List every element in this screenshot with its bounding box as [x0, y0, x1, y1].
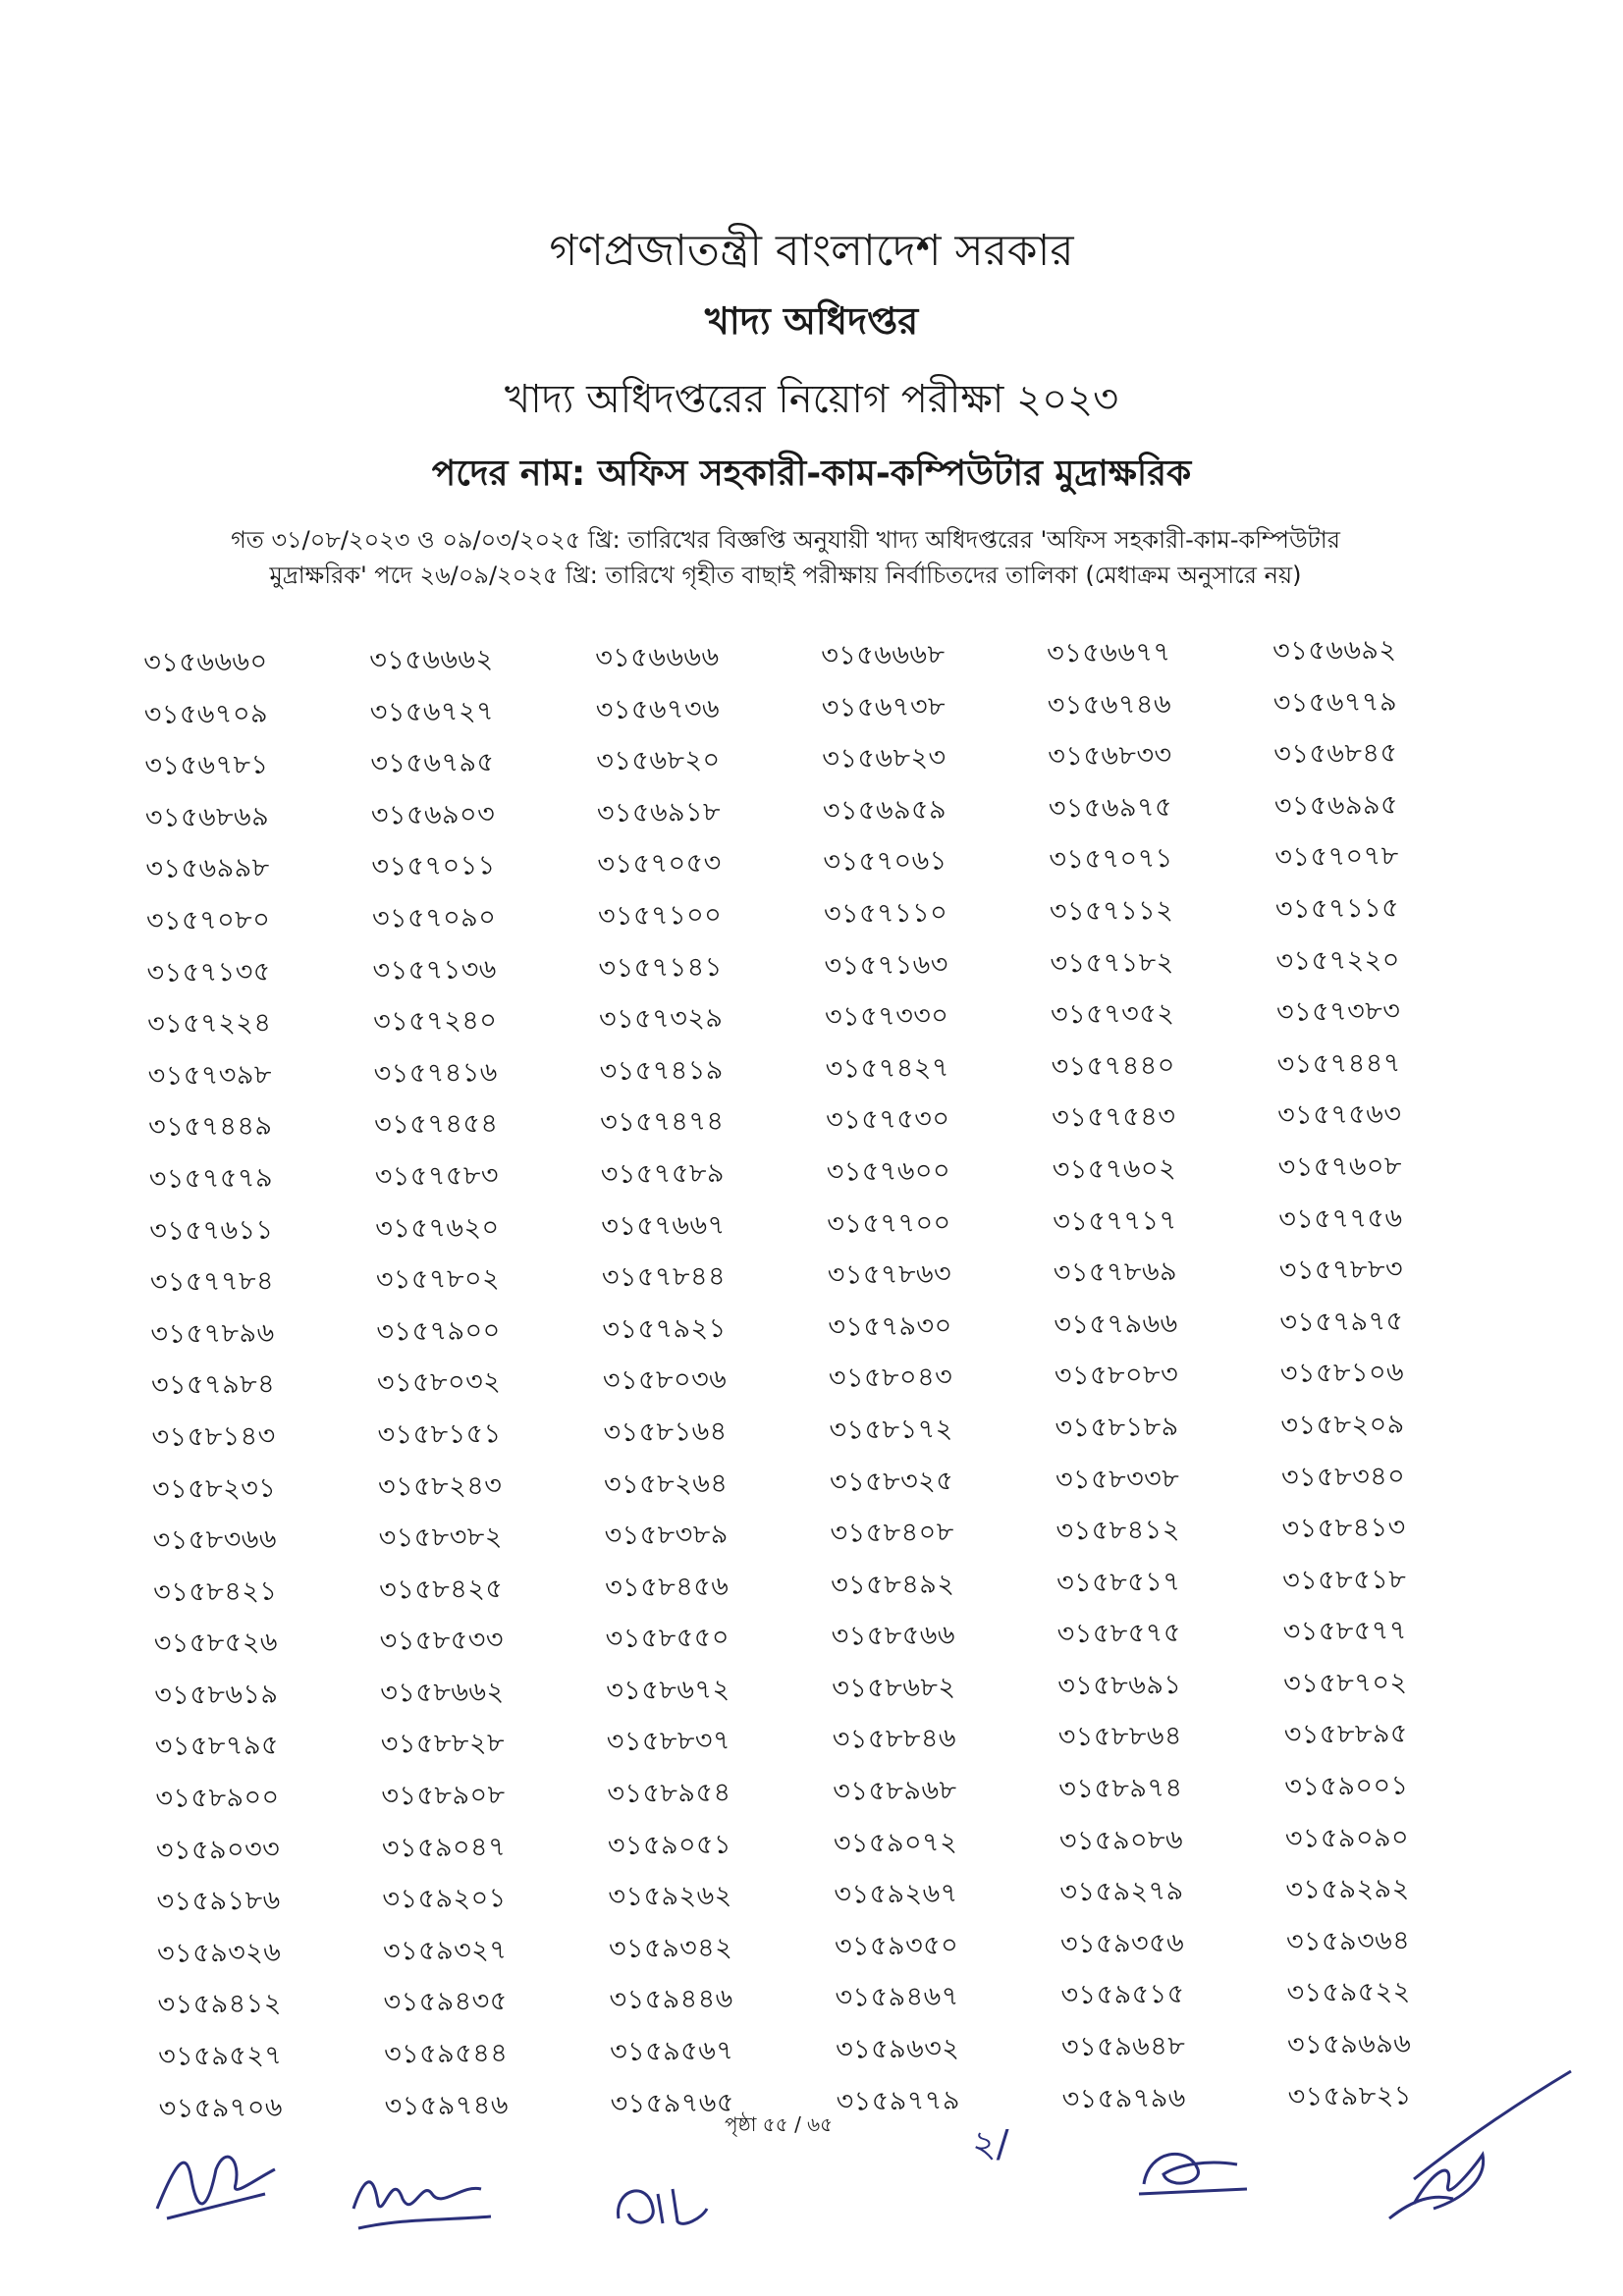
roll-number-cell: ৩১৫৬৯৯৫	[1273, 789, 1399, 822]
roll-number-cell: ৩১৫৭২৪০	[372, 1005, 498, 1038]
roll-number-cell: ৩১৫৬৮২৩	[822, 742, 947, 774]
roll-number-cell: ৩১৫৮৩৪০	[1280, 1461, 1406, 1493]
roll-number-cell: ৩১৫৮২০৯	[1280, 1409, 1405, 1441]
roll-number-cell: ৩১৫৭৯২১	[602, 1312, 727, 1345]
roll-number-cell: ৩১৫৭১১০	[823, 897, 948, 930]
roll-number-cell: ৩১৫৭৫৬৩	[1276, 1098, 1402, 1132]
roll-number-cell: ৩১৫৯৪১২	[157, 1988, 282, 2021]
department-title: খাদ্য অধিদপ্তর	[704, 299, 919, 343]
roll-number-cell: ৩১৫৬৭৯৫	[370, 747, 495, 779]
roll-number-cell: ৩১৫৯৩২৬	[156, 1937, 282, 1969]
roll-number-cell: ৩১৫৯৪৬৭	[835, 1981, 959, 2014]
roll-number-cell: ৩১৫৬৯৭৫	[1048, 791, 1173, 825]
roll-number-cell: ৩১৫৯৩৫৬	[1059, 1927, 1185, 1960]
roll-number-cell: ৩১৫৮০৩৬	[602, 1364, 728, 1397]
government-title: গণপ্রজাতন্ত্রী বাংলাদেশ সরকার	[549, 226, 1074, 276]
roll-number-cell: ৩১৫৯৫২৭	[157, 2040, 283, 2072]
roll-number-cell: ৩১৫৭১৩৫	[146, 956, 271, 988]
roll-number-cell: ৩১৫৭৫৮৩	[374, 1160, 500, 1193]
roll-number-cell: ৩১৫৯৫২২	[1286, 1976, 1411, 2009]
roll-number-cell: ৩১৫৯৫৬৭	[609, 2035, 734, 2068]
roll-number-cell: ৩১৫৭৩৮৩	[1275, 995, 1401, 1029]
roll-number-cell: ৩১৫৮০৪৩	[828, 1362, 953, 1394]
roll-number-cell: ৩১৫৯০৩৩	[155, 1834, 281, 1866]
roll-number-cell: ৩১৫৭০৯০	[371, 902, 497, 934]
roll-number-cell: ৩১৫৮৯০৮	[381, 1780, 506, 1812]
roll-number-cell: ৩১৫৯৭৯৬	[1061, 2082, 1187, 2114]
roll-number-cell: ৩১৫৭০১১	[371, 850, 496, 882]
roll-number-cell: ৩১৫৮৪১৩	[1281, 1512, 1406, 1544]
notice-line-1: গত ৩১/০৮/২০২৩ ও ০৯/০৩/২০২৫ খ্রি: তারিখের বিজ্ঞপ্তি অনুযায়ী খাদ্য অধিদপ্তরের 'অফিস সহকারী-কাম-কম্পিউটার	[231, 526, 1340, 554]
roll-number-cell: ৩১৫৬৭৪৬	[1047, 688, 1172, 721]
roll-number-cell: ৩১৫৯৭৬৫	[610, 2087, 735, 2119]
roll-number-cell: ৩১৫৭৪১৯	[599, 1054, 725, 1087]
roll-number-cell: ৩১৫৬৭২৭	[369, 695, 495, 728]
roll-number-cell: ৩১৫৭৫৮৯	[600, 1157, 726, 1191]
roll-number-cell: ৩১৫৭৪৭৪	[600, 1106, 725, 1139]
notice-line-2: মুদ্রাক্ষরিক' পদে ২৬/০৯/২০২৫ খ্রি: তারিখে গৃহীত বাছাই পরীক্ষায় নির্বাচিতদের তালিকা (মেধাক্রম অনুসারে নয়)	[269, 561, 1302, 589]
roll-number-cell: ৩১৫৮৩৩৮	[1055, 1463, 1180, 1495]
roll-number-cell: ৩১৫৯০০১	[1284, 1770, 1409, 1802]
roll-number-cell: ৩১৫৭০৬১	[823, 845, 947, 879]
roll-number-cell: ৩১৫৬৯১৮	[596, 796, 722, 828]
roll-number-cell: ৩১৫৮৩২৫	[829, 1465, 954, 1498]
signature-3	[609, 2164, 717, 2243]
roll-number-cell: ৩১৫৮৪৯২	[830, 1569, 955, 1601]
roll-number-cell: ৩১৫৬৭০৯	[143, 698, 269, 730]
roll-number-cell: ৩১৫৯৪৪৬	[609, 1984, 733, 2016]
roll-number-cell: ৩১৫৮৫৭৫	[1056, 1618, 1182, 1650]
roll-number-cell: ৩১৫৬৬৭৭	[1047, 636, 1171, 669]
roll-number-cell: ৩১৫৭৮৯৬	[150, 1317, 275, 1350]
roll-number-cell: ৩১৫৬৯৯৮	[145, 852, 270, 885]
roll-number-cell: ৩১৫৮৪৫৬	[604, 1571, 730, 1603]
roll-number-cell: ৩১৫৮৪২৫	[379, 1573, 504, 1606]
roll-number-cell: ৩১৫৮০৩২	[376, 1366, 502, 1399]
roll-number-cell: ৩১৫৮১৭২	[829, 1414, 953, 1446]
roll-number-cell: ৩১৫৯৩৪২	[608, 1932, 733, 1964]
initial-mark: ২/	[972, 2122, 1009, 2165]
roll-number-cell: ৩১৫৭৯৮৪	[150, 1368, 276, 1402]
roll-number-cell: ৩১৫৯৭০৬	[158, 2092, 284, 2124]
roll-number-cell: ৩১৫৬৬৬২	[369, 644, 494, 676]
roll-number-cell: ৩১৫৯০৭২	[833, 1826, 958, 1859]
roll-number-cell: ৩১৫৭৬৬৭	[601, 1209, 726, 1242]
roll-number-cell: ৩১৫৯৬৯৬	[1286, 2028, 1412, 2060]
roll-number-cell: ৩১৫৬৯০৩	[370, 798, 496, 831]
roll-number-cell: ৩১৫৭৪৫৪	[374, 1108, 499, 1141]
roll-number-cell: ৩১৫৮৮৩৭	[606, 1726, 731, 1758]
roll-number-cell: ৩১৫৯২৭৯	[1059, 1876, 1184, 1908]
roll-number-cell: ৩১৫৭৬০২	[1052, 1152, 1177, 1186]
roll-number-cell: ৩১৫৭৮৪৪	[601, 1260, 727, 1294]
roll-number-cell: ৩১৫৮১০৬	[1279, 1357, 1405, 1390]
roll-number-cell: ৩১৫৮৫১৭	[1055, 1566, 1181, 1598]
roll-number-cell: ৩১৫৭৭০০	[827, 1206, 951, 1240]
roll-number-cell: ৩১৫৭৬০০	[826, 1155, 951, 1188]
roll-number-cell: ৩১৫৭১৬৩	[824, 948, 948, 982]
roll-number-cell: ৩১৫৮৬৬২	[380, 1677, 505, 1709]
roll-number-cell: ৩১৫৭৭৫৬	[1278, 1202, 1403, 1235]
roll-number-cell: ৩১৫৭০৭৮	[1274, 840, 1399, 874]
roll-number-cell: ৩১৫৭১০০	[597, 899, 723, 933]
roll-number-cell: ৩১৫৭২২৪	[146, 1007, 272, 1041]
roll-number-cell: ৩১৫৮৮৯৫	[1283, 1718, 1409, 1751]
roll-number-cell: ৩১৫৯৭৭৯	[836, 2084, 961, 2117]
page-number: পৃষ্ঠা ৫৫ / ৬৫	[725, 2112, 834, 2136]
roll-number-cell: ৩১৫৭২২০	[1275, 944, 1400, 977]
roll-number-cell: ৩১৫৭৬০৮	[1277, 1150, 1403, 1183]
roll-number-cell: ৩১৫৭৮০২	[375, 1263, 501, 1296]
signature-4	[1129, 2130, 1257, 2209]
roll-number-cell: ৩১৫৮৬৮২	[832, 1672, 956, 1704]
roll-number-cell: ৩১৫৭৯৭৫	[1279, 1306, 1404, 1338]
roll-number-cell: ৩১৫৮৬১৯	[154, 1679, 279, 1711]
roll-number-cell: ৩১৫৬৯৫৯	[822, 794, 947, 827]
roll-number-cell: ৩১৫৯০৫১	[607, 1829, 732, 1861]
roll-number-cell: ৩১৫৯২৯২	[1285, 1873, 1410, 1906]
roll-number-cell: ৩১৫৯৪৩৫	[383, 1986, 508, 2018]
roll-number-cell: ৩১৫৯৩৫০	[834, 1930, 959, 1962]
roll-number-cell: ৩১৫৮০৮৩	[1054, 1360, 1179, 1392]
roll-number-cell: ৩১৫৬৭৭৯	[1272, 686, 1398, 719]
roll-number-cell: ৩১৫৮৮৪৬	[832, 1723, 957, 1756]
signature-5	[1375, 2061, 1591, 2228]
roll-number-cell: ৩১৫৬৭৩৮	[821, 690, 947, 723]
roll-number-cell: ৩১৫৭৫৩০	[826, 1103, 950, 1137]
roll-number-cell: ৩১৫৬৬৯২	[1272, 634, 1397, 667]
roll-number-cell: ৩১৫৬৭৮১	[144, 749, 269, 782]
roll-number-cell: ৩১৫৭৪৪৯	[148, 1110, 273, 1144]
roll-number-cell: ৩১৫৭০৭১	[1049, 843, 1173, 876]
roll-number-cell: ৩১৫৯৬৪৮	[1060, 2030, 1186, 2063]
roll-number-cell: ৩১৫৮৭৯৫	[154, 1731, 280, 1763]
roll-number-cell: ৩১৫৮৩৮৯	[604, 1519, 729, 1552]
roll-number-cell: ৩১৫৮৮৬৪	[1057, 1721, 1183, 1753]
roll-number-cell: ৩১৫৭৫৪৩	[1052, 1101, 1176, 1134]
roll-number-cell: ৩১৫৬৬৬০	[143, 646, 268, 678]
roll-number-cell: ৩১৫৯৩৬৪	[1285, 1925, 1411, 1957]
roll-number-cell: ৩১৫৭৬১১	[149, 1214, 274, 1247]
roll-number-cell: ৩১৫৯১৮৬	[156, 1885, 281, 1918]
roll-number-cell: ৩১৫৮২৬৪	[603, 1468, 729, 1500]
roll-number-cell: ৩১৫৮৫২৬	[153, 1627, 279, 1660]
roll-number-cell: ৩১৫৭৪৪৭	[1276, 1047, 1402, 1080]
roll-number-cell: ৩১৫৬৮২০	[596, 744, 721, 777]
roll-number-cell: ৩১৫৭৩৫২	[1050, 998, 1175, 1031]
roll-number-cell: ৩১৫৯৮২১	[1287, 2080, 1412, 2112]
roll-number-cell: ৩১৫৮৪০৮	[830, 1517, 954, 1549]
roll-number-grid	[137, 624, 1508, 2136]
roll-number-cell: ৩১৫৭৩২৯	[598, 1002, 724, 1036]
roll-number-cell: ৩১৫৮১৪৩	[151, 1420, 276, 1453]
notice-text	[157, 522, 1414, 593]
roll-number-cell: ৩১৫৮১৬৪	[603, 1415, 728, 1448]
roll-number-cell: ৩১৫৭০৮০	[145, 904, 271, 936]
roll-number-cell: ৩১৫৭১১২	[1049, 894, 1174, 928]
roll-number-cell: ৩১৫৯০৪৭	[381, 1831, 507, 1864]
roll-number-cell: ৩১৫৯৬৩২	[835, 2033, 960, 2065]
roll-number-cell: ৩১৫৯৩২৭	[382, 1934, 508, 1967]
roll-number-cell: ৩১৫৮৮২৮	[380, 1728, 506, 1760]
roll-number-cell: ৩১৫৮২৩১	[151, 1472, 277, 1505]
signature-2	[344, 2150, 501, 2238]
roll-number-cell: ৩১৫৮১৫১	[377, 1418, 502, 1451]
roll-number-cell: ৩১৫৯২৬৭	[834, 1878, 958, 1910]
post-name: পদের নাম: অফিস সহকারী-কাম-কম্পিউটার মুদ্রাক্ষরিক	[431, 454, 1192, 494]
roll-number-cell: ৩১৫৭৮৬৩	[827, 1258, 952, 1291]
roll-number-cell: ৩১৫৯২০১	[382, 1883, 507, 1915]
roll-number-cell: ৩১৫৭৩৩০	[824, 1000, 949, 1033]
roll-number-cell: ৩১৫৭৯৬৬	[1054, 1308, 1178, 1340]
roll-number-cell: ৩১৫৮৩৮২	[378, 1522, 504, 1554]
roll-number-cell: ৩১৫৮৯৭৪	[1058, 1772, 1183, 1805]
roll-number-cell: ৩১৫৯৭৪৬	[384, 2089, 510, 2122]
roll-number-cell: ৩১৫৮৫১৮	[1281, 1564, 1407, 1596]
signature-1	[147, 2140, 285, 2228]
signature-footer	[0, 2112, 1623, 2287]
roll-number-cell: ৩১৫৭৪৪০	[1051, 1049, 1176, 1083]
roll-number-cell: ৩১৫৬৭৩৬	[595, 693, 721, 725]
roll-number-cell: ৩১৫৮৪২১	[153, 1575, 278, 1608]
roll-number-cell: ৩১৫৭১১৫	[1274, 892, 1400, 925]
roll-number-cell: ৩১৫৭৬২০	[375, 1211, 500, 1245]
roll-number-cell: ৩১৫৮২৪৩	[377, 1469, 503, 1502]
roll-number-cell: ৩১৫৯৫৪৪	[383, 2038, 509, 2070]
roll-number-cell: ৩১৫৮১৮৯	[1055, 1411, 1179, 1444]
roll-number-cell: ৩১৫৭৪১৬	[373, 1056, 499, 1090]
roll-number-cell: ৩১৫৮৫৭৭	[1282, 1615, 1408, 1648]
roll-number-cell: ৩১৫৭১৮২	[1050, 946, 1174, 979]
roll-number-cell: ৩১৫৬৮৪৫	[1273, 737, 1398, 771]
roll-number-cell: ৩১৫৮৬৭২	[606, 1674, 730, 1706]
roll-number-cell: ৩১৫৬৬৬৬	[595, 641, 720, 674]
roll-number-cell: ৩১৫৬৬৬৮	[821, 639, 946, 671]
roll-number-cell: ৩১৫৮৯০০	[155, 1782, 280, 1814]
exam-title: খাদ্য অধিদপ্তরের নিয়োগ পরীক্ষা ২০২৩	[504, 377, 1119, 422]
roll-number-cell: ৩১৫৯৫১৫	[1060, 1979, 1185, 2011]
roll-number-cell: ৩১৫৭৮৮৩	[1278, 1254, 1404, 1286]
roll-number-cell: ৩১৫৮৪১২	[1055, 1515, 1180, 1547]
roll-number-cell: ৩১৫৭১৩৬	[372, 953, 498, 987]
roll-number-cell: ৩১৫৭৫৭৯	[148, 1162, 274, 1195]
roll-number-cell: ৩১৫৮৬৯১	[1057, 1669, 1182, 1702]
roll-number-cell: ৩১৫৮৭০২	[1283, 1667, 1408, 1699]
roll-number-cell: ৩১৫৮৫৫০	[605, 1623, 730, 1655]
roll-number-cell: ৩১৫৭০৫৩	[597, 848, 722, 881]
roll-number-cell: ৩১৫৮৫৬৬	[831, 1620, 956, 1652]
roll-number-cell: ৩১৫৯০৮৬	[1058, 1824, 1184, 1856]
roll-number-cell: ৩১৫৭৭৮৪	[149, 1265, 275, 1299]
roll-number-cell: ৩১৫৭৭১৭	[1053, 1204, 1177, 1237]
roll-number-cell: ৩১৫৭৮৬৯	[1053, 1256, 1178, 1289]
roll-number-cell: ৩১৫৮৩৬৬	[152, 1523, 278, 1556]
roll-number-cell: ৩১৫৭৯০০	[376, 1314, 501, 1348]
roll-number-cell: ৩১৫৭১৪১	[598, 951, 723, 984]
roll-number-cell: ৩১৫৭৯৩০	[828, 1310, 952, 1343]
roll-number-cell: ৩১৫৮৯৫৪	[607, 1777, 731, 1810]
roll-number-cell: ৩১৫৬৮৩৩	[1048, 740, 1172, 773]
roll-number-cell: ৩১৫৬৮৬৯	[144, 801, 270, 833]
roll-number-cell: ৩১৫৭৪২৭	[825, 1052, 950, 1085]
roll-number-cell: ৩১৫৮৯৬৮	[833, 1775, 957, 1807]
roll-number-cell: ৩১৫৮৫৩৩	[379, 1625, 505, 1657]
roll-number-cell: ৩১৫৯২৬২	[608, 1880, 732, 1913]
roll-number-cell: ৩১৫৯০৯০	[1284, 1822, 1410, 1854]
roll-number-cell: ৩১৫৭৩৯৮	[147, 1059, 273, 1092]
